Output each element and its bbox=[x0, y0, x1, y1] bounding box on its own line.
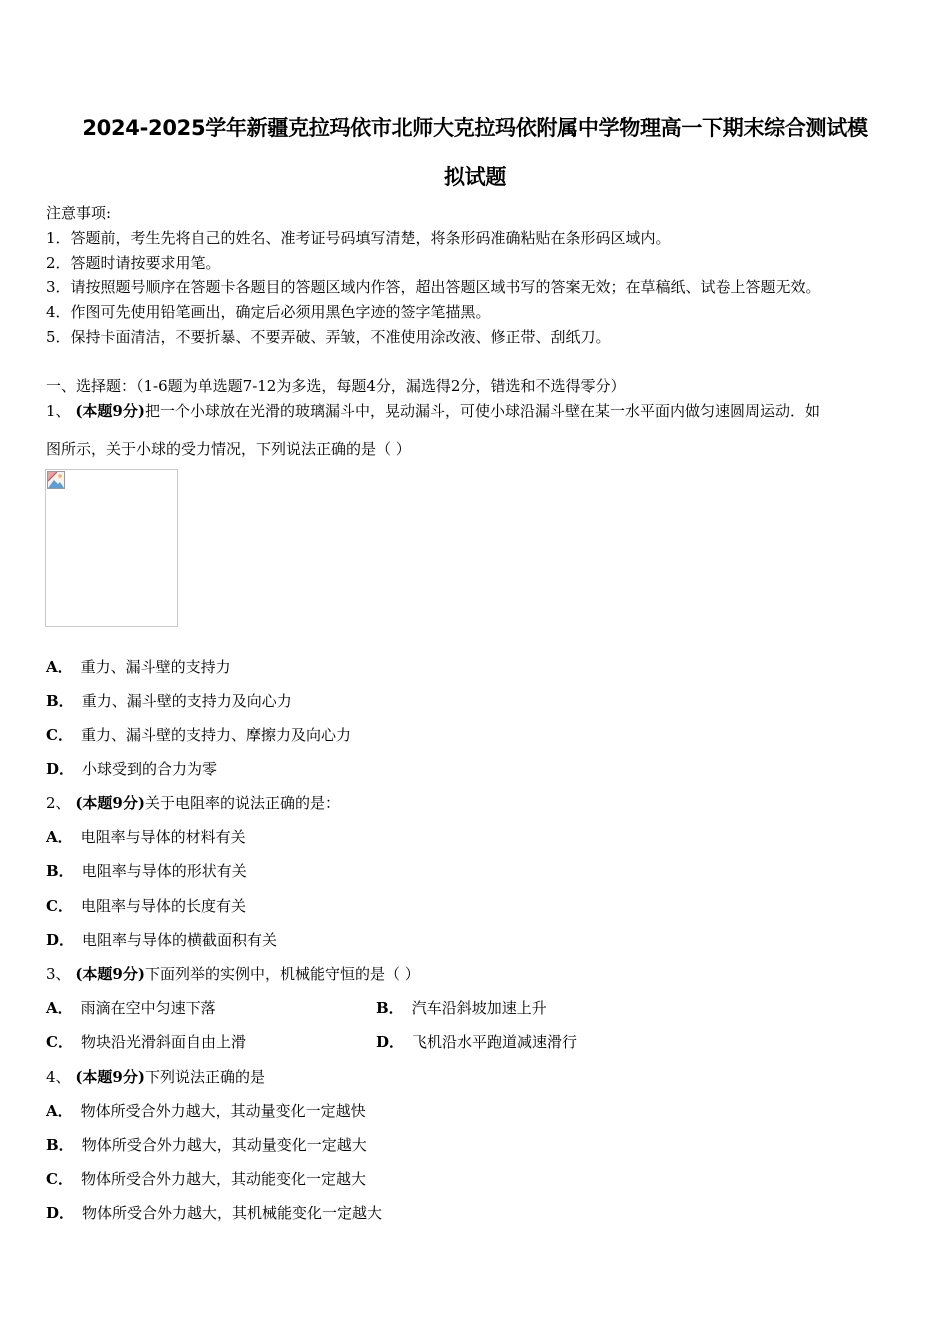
question-number: 3、 bbox=[46, 965, 71, 983]
option-text: 物体所受合外力越大，其动量变化一定越大 bbox=[81, 1136, 367, 1154]
option-text: 物体所受合外力越大，其动量变化一定越快 bbox=[80, 1102, 366, 1120]
question-2-option-c[interactable] bbox=[46, 895, 246, 916]
option-text: 重力、漏斗壁的支持力及向心力 bbox=[81, 692, 292, 710]
section-heading: 一、选择题：（1-6题为单选题7-12为多选，每题4分，漏选得2分，错选和不选得零分） bbox=[46, 377, 626, 395]
notice-item: 3．请按照题号顺序在答题卡各题目的答题区域内作答，超出答题区域书写的答案无效；在草稿纸、试卷上答题无效。 bbox=[46, 278, 821, 296]
question-text: 下列说法正确的是 bbox=[144, 1068, 265, 1086]
option-text: 雨滴在空中匀速下落 bbox=[80, 999, 216, 1017]
question-2-option-a[interactable] bbox=[46, 826, 246, 847]
question-2-stem bbox=[46, 792, 340, 813]
option-label: C． bbox=[46, 1033, 73, 1051]
option-label: C． bbox=[46, 1170, 73, 1188]
question-1-option-b[interactable] bbox=[46, 690, 292, 711]
page-title-line-1: 2024-2025学年新疆克拉玛依市北师大克拉玛依附属中学物理高一下期末综合测试模 bbox=[82, 116, 868, 140]
option-label: B． bbox=[46, 862, 74, 880]
question-4-stem bbox=[46, 1066, 265, 1087]
question-3-option-d[interactable] bbox=[376, 1031, 577, 1052]
option-label: A． bbox=[46, 999, 73, 1017]
option-text: 物块沿光滑斜面自由上滑 bbox=[80, 1033, 246, 1051]
question-number: 1、 bbox=[46, 402, 71, 420]
option-label: A． bbox=[46, 658, 73, 676]
option-label: D． bbox=[376, 1033, 405, 1051]
notice-item: 4．作图可先使用铅笔画出，确定后必须用黑色字迹的签字笔描黑。 bbox=[46, 303, 491, 321]
option-text: 小球受到的合力为零 bbox=[82, 760, 218, 778]
question-number: 2、 bbox=[46, 794, 71, 812]
option-text: 飞机沿水平跑道减速滑行 bbox=[412, 1033, 578, 1051]
option-label: D． bbox=[46, 931, 75, 949]
question-4-option-c[interactable] bbox=[46, 1168, 366, 1189]
option-text: 电阻率与导体的长度有关 bbox=[80, 897, 246, 915]
question-3-option-b[interactable] bbox=[376, 997, 547, 1018]
question-text: 下面列举的实例中，机械能守恒的是（ ） bbox=[144, 965, 420, 983]
option-text: 电阻率与导体的形状有关 bbox=[81, 862, 247, 880]
question-1-option-a[interactable] bbox=[46, 656, 231, 677]
option-label: B． bbox=[376, 999, 404, 1017]
question-text: 把一个小球放在光滑的玻璃漏斗中，晃动漏斗，可使小球沿漏斗壁在某一水平面内做匀速圆周运动．如 bbox=[144, 402, 820, 420]
question-score-tag: (本题9分) bbox=[75, 794, 145, 812]
question-4-option-a[interactable] bbox=[46, 1100, 366, 1121]
notice-item: 2．答题时请按要求用笔。 bbox=[46, 254, 221, 272]
question-score-tag: (本题9分) bbox=[75, 965, 145, 983]
question-text: 关于电阻率的说法正确的是： bbox=[144, 794, 340, 812]
option-label: D． bbox=[46, 1204, 75, 1222]
question-score-tag: (本题9分) bbox=[75, 402, 145, 420]
notice-item: 5．保持卡面清洁，不要折暴、不要弄破、弄皱，不准使用涂改液、修正带、刮纸刀。 bbox=[46, 328, 611, 346]
question-3-option-c[interactable] bbox=[46, 1031, 246, 1052]
option-text: 重力、漏斗壁的支持力 bbox=[80, 658, 231, 676]
option-label: B． bbox=[46, 1136, 74, 1154]
question-score-tag: (本题9分) bbox=[75, 1068, 145, 1086]
option-label: A． bbox=[46, 1102, 73, 1120]
option-label: B． bbox=[46, 692, 74, 710]
broken-image-icon bbox=[47, 471, 65, 489]
question-4-option-b[interactable] bbox=[46, 1134, 367, 1155]
question-number: 4、 bbox=[46, 1068, 71, 1086]
question-3-stem bbox=[46, 963, 420, 984]
option-text: 电阻率与导体的横截面积有关 bbox=[82, 931, 278, 949]
option-label: D． bbox=[46, 760, 75, 778]
option-text: 汽车沿斜坡加速上升 bbox=[411, 999, 547, 1017]
funnel-figure-placeholder bbox=[45, 469, 178, 627]
question-4-option-d[interactable] bbox=[46, 1202, 382, 1223]
notice-heading: 注意事项: bbox=[46, 204, 112, 222]
question-2-option-d[interactable] bbox=[46, 929, 277, 950]
option-text: 物体所受合外力越大，其机械能变化一定越大 bbox=[82, 1204, 383, 1222]
page-title-line-2: 拟试题 bbox=[443, 165, 507, 189]
notice-item: 1．答题前，考生先将自己的姓名、准考证号码填写清楚，将条形码准确粘贴在条形码区域内。 bbox=[46, 229, 671, 247]
question-3-option-a[interactable] bbox=[46, 997, 216, 1018]
question-1-option-d[interactable] bbox=[46, 758, 217, 779]
question-1-option-c[interactable] bbox=[46, 724, 351, 745]
option-label: A． bbox=[46, 828, 73, 846]
question-1-stem bbox=[46, 400, 820, 421]
option-label: C． bbox=[46, 726, 73, 744]
question-2-option-b[interactable] bbox=[46, 860, 247, 881]
option-label: C． bbox=[46, 897, 73, 915]
option-text: 重力、漏斗壁的支持力、摩擦力及向心力 bbox=[80, 726, 351, 744]
question-1-stem-continued: 图所示，关于小球的受力情况，下列说法正确的是（ ） bbox=[46, 440, 411, 458]
option-text: 物体所受合外力越大，其动能变化一定越大 bbox=[80, 1170, 366, 1188]
option-text: 电阻率与导体的材料有关 bbox=[80, 828, 246, 846]
